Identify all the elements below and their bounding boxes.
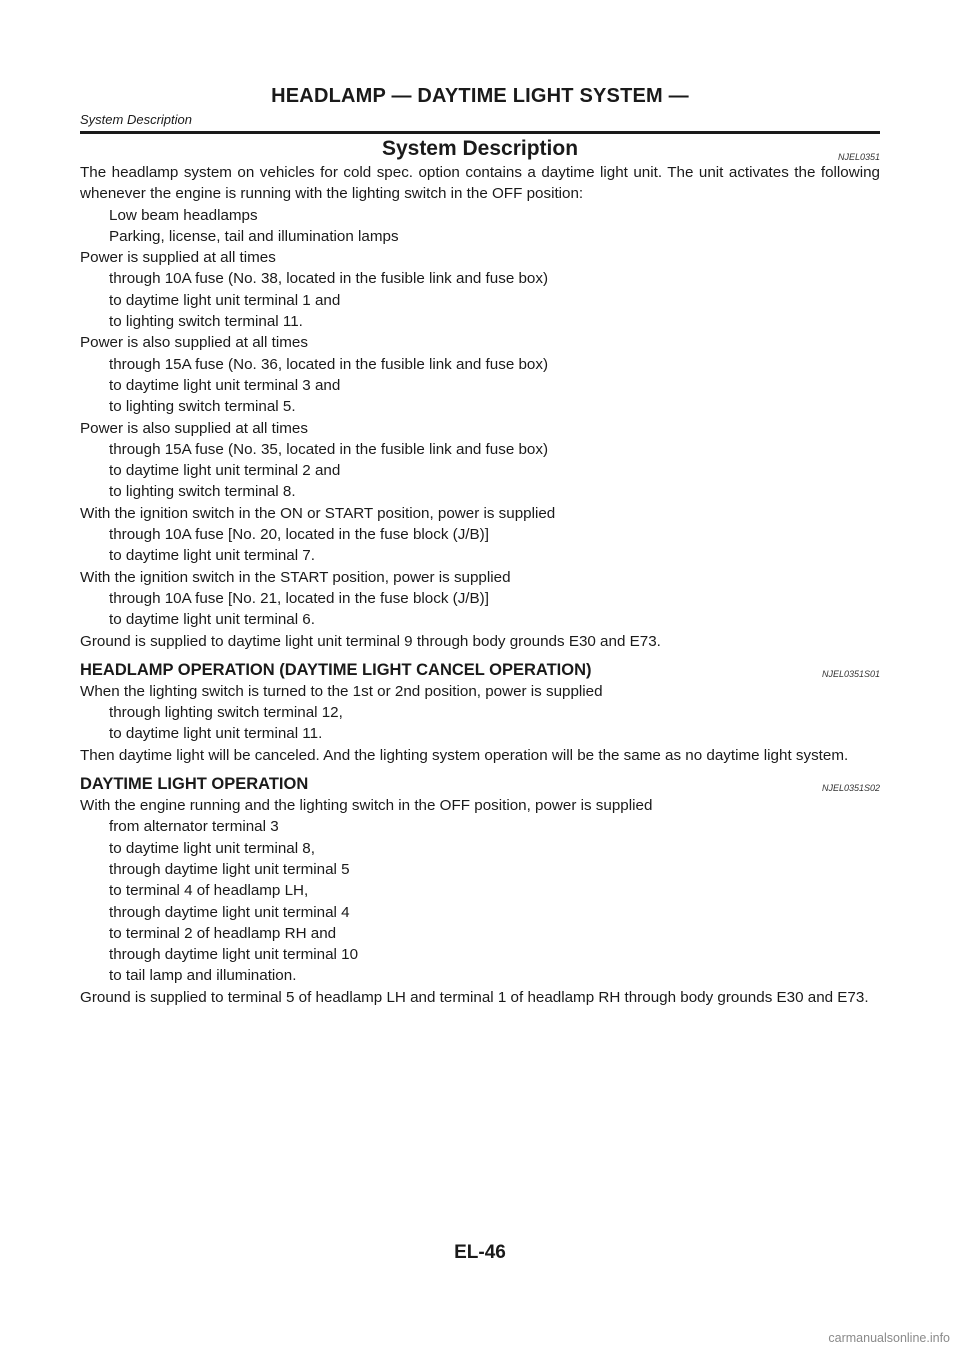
paragraph: Ground is supplied to terminal 5 of headlamp LH and terminal 1 of headlamp RH through body grounds E30 and E73.	[80, 988, 869, 1006]
section-ref-code: NJEL0351	[837, 152, 880, 162]
section-title: System Description	[381, 137, 579, 160]
header-rule	[80, 131, 880, 134]
watermark-link[interactable]: carmanualsonline.info	[828, 1331, 950, 1345]
paragraph-indent: from alternator terminal 3	[109, 818, 279, 836]
paragraph-indent: through 10A fuse [No. 21, located in the fuse block (J/B)]	[109, 589, 489, 607]
subsection-heading	[80, 659, 880, 681]
paragraph-indent: to terminal 4 of headlamp LH,	[109, 882, 309, 900]
paragraph-indent: to daytime light unit terminal 6.	[109, 611, 315, 629]
header-subtitle: System Description	[80, 112, 192, 127]
paragraph-indent: to daytime light unit terminal 1 and	[109, 291, 341, 309]
paragraph: When the lighting switch is turned to the 1st or 2nd position, power is supplied	[80, 682, 603, 700]
paragraph: With the engine running and the lighting switch in the OFF position, power is supplied	[80, 797, 653, 815]
paragraph: With the ignition switch in the ON or START position, power is supplied	[80, 504, 556, 522]
header-title: HEADLAMP — DAYTIME LIGHT SYSTEM —	[271, 85, 689, 107]
paragraph: Power is also supplied at all times	[80, 334, 308, 352]
paragraph: Power is supplied at all times	[80, 249, 276, 267]
paragraph-indent: to lighting switch terminal 11.	[109, 313, 303, 331]
subsection-heading	[80, 773, 880, 795]
paragraph: Power is also supplied at all times	[80, 419, 308, 437]
paragraph-indent: to daytime light unit terminal 3 and	[109, 376, 341, 394]
paragraph: The headlamp system on vehicles for cold spec. option contains a daytime light unit. The unit activates the following whenever the engine is running with the lighting switch in the OFF position:	[80, 164, 880, 203]
subsection-ref-code: NJEL0351S01	[821, 668, 880, 679]
paragraph-indent: through lighting switch terminal 12,	[109, 704, 343, 722]
paragraph: Ground is supplied to daytime light unit terminal 9 through body grounds E30 and E73.	[80, 632, 661, 650]
paragraph-indent: through daytime light unit terminal 5	[109, 860, 350, 878]
paragraph-indent: through 15A fuse (No. 35, located in the fusible link and fuse box)	[109, 440, 549, 458]
paragraph-indent: to lighting switch terminal 8.	[109, 483, 296, 501]
document-body	[80, 136, 880, 1008]
subsection-title: HEADLAMP OPERATION (DAYTIME LIGHT CANCEL OPERATION)	[80, 660, 592, 679]
paragraph-indent: to daytime light unit terminal 2 and	[109, 462, 341, 480]
page-number: EL-46	[454, 1242, 506, 1263]
paragraph-indent: to tail lamp and illumination.	[109, 967, 297, 985]
paragraph-indent: through 10A fuse [No. 20, located in the fuse block (J/B)]	[109, 526, 489, 544]
paragraph-indent: to daytime light unit terminal 11.	[109, 725, 323, 743]
paragraph-indent: through 15A fuse (No. 36, located in the fusible link and fuse box)	[109, 355, 549, 373]
paragraph-indent: to daytime light unit terminal 7.	[109, 547, 315, 565]
paragraph-indent: to lighting switch terminal 5.	[109, 398, 296, 416]
paragraph-indent: to terminal 2 of headlamp RH and	[109, 924, 337, 942]
paragraph: Then daytime light will be canceled. And the lighting system operation will be the same as no daytime light system.	[80, 746, 849, 764]
page-header	[80, 84, 880, 108]
paragraph-indent: Parking, license, tail and illumination lamps	[109, 227, 399, 245]
paragraph-indent: Low beam headlamps	[109, 206, 258, 224]
subsection-title: DAYTIME LIGHT OPERATION	[80, 775, 309, 794]
paragraph-indent: through daytime light unit terminal 4	[109, 903, 350, 921]
section-heading	[80, 136, 880, 162]
paragraph-indent: through daytime light unit terminal 10	[109, 946, 359, 964]
paragraph: With the ignition switch in the START position, power is supplied	[80, 568, 511, 586]
paragraph-indent: through 10A fuse (No. 38, located in the fusible link and fuse box)	[109, 270, 549, 288]
paragraph-indent: to daytime light unit terminal 8,	[109, 839, 315, 857]
subsection-ref-code: NJEL0351S02	[821, 783, 880, 794]
